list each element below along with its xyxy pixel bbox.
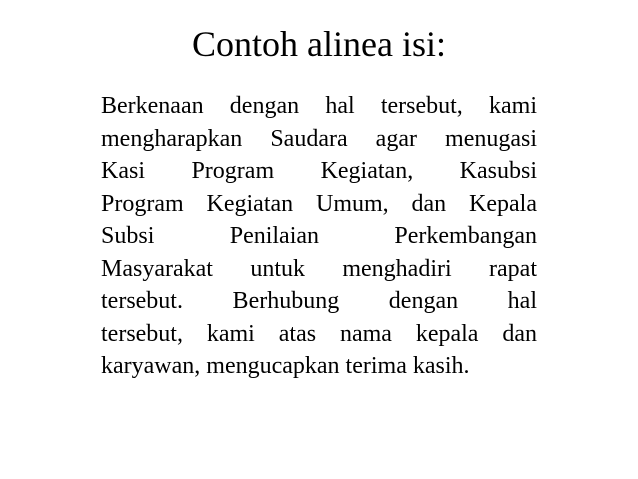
paragraph-line: Kasi Program Kegiatan, Kasubsi xyxy=(101,158,537,184)
paragraph-line: karyawan, mengucapkan terima kasih. xyxy=(101,353,470,379)
paragraph-line: Berkenaan dengan hal tersebut, kami xyxy=(101,93,537,119)
paragraph-line: tersebut, kami atas nama kepala dan xyxy=(101,320,537,347)
paragraph-line: Subsi Penilaian Perkembangan xyxy=(101,223,537,249)
paragraph xyxy=(101,90,537,383)
paragraph-line: mengharapkan Saudara agar menugasi xyxy=(101,125,537,152)
slide-title: Contoh alinea isi: xyxy=(192,24,446,64)
paragraph-line: Program Kegiatan Umum, dan Kepala xyxy=(101,190,537,217)
paragraph-line: Masyarakat untuk menghadiri rapat xyxy=(101,255,537,282)
paragraph-line: tersebut. Berhubung dengan hal xyxy=(101,288,537,314)
